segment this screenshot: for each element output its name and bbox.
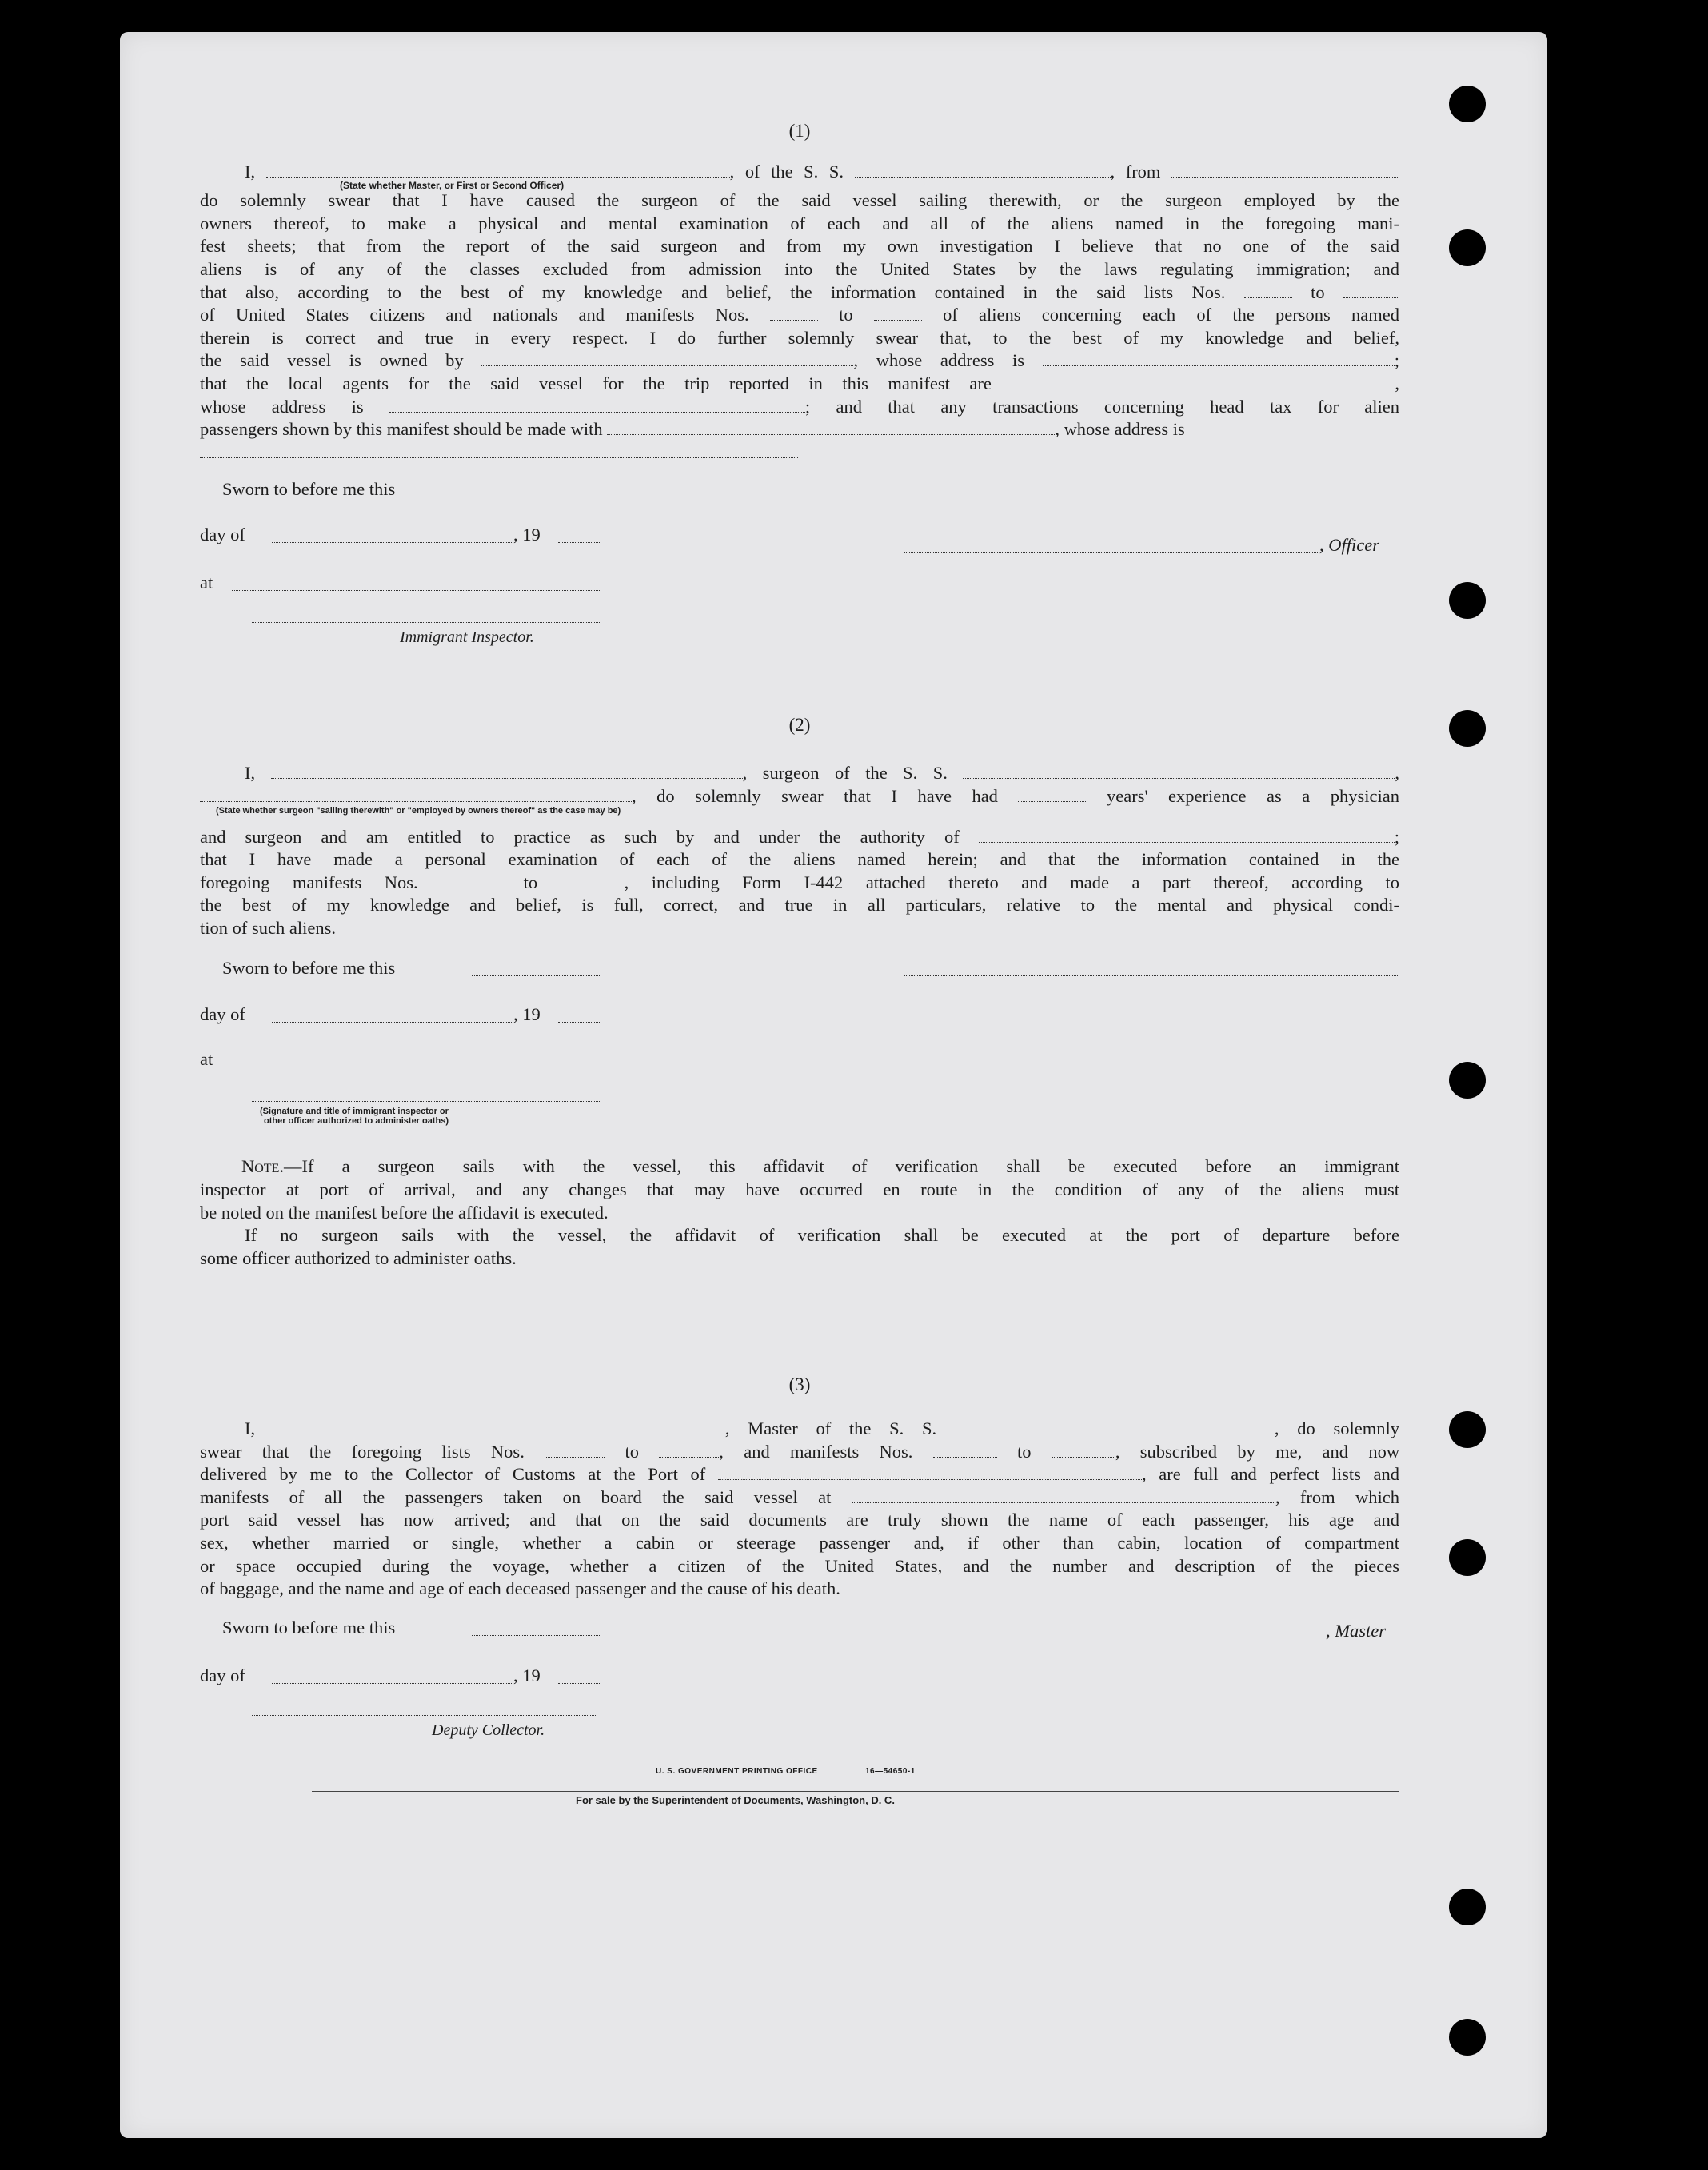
sworn-day-blank-2[interactable]: [472, 975, 600, 976]
section-3-line: sex, whether married or single, whether a cabin or steerage passenger and, if other than cabin, location of compartment: [200, 1533, 1399, 1553]
punch-hole: [1449, 1411, 1486, 1448]
form-number: 16—54650-1: [865, 1766, 916, 1776]
master-name-blank[interactable]: [273, 1419, 725, 1434]
note-line: Note.—If a surgeon sails with the vessel, this affidavit of verification shall be executed before an immigrant: [241, 1156, 1399, 1177]
day-of-blank-1[interactable]: [272, 542, 512, 543]
punch-hole: [1449, 1062, 1486, 1099]
section-3-line: delivered by me to the Collector of Customs at the Port of , are full and perfect lists and: [200, 1464, 1399, 1485]
section-3-line: swear that the foregoing lists Nos. to , and manifests Nos. to , subscribed by me, and now: [200, 1441, 1400, 1462]
section-1-line: fest sheets; that from the report of the said surgeon and from my own investigation I believe that no one of the said: [200, 236, 1399, 257]
punch-hole: [1449, 582, 1486, 619]
years-experience-blank[interactable]: [1018, 787, 1086, 802]
year-label-2: , 19: [513, 1004, 541, 1025]
boarding-port-blank[interactable]: [852, 1488, 1275, 1503]
section-2-line: and surgeon and am entitled to practice as such by and under the authority of ;: [200, 826, 1400, 847]
surgeon-ship-blank[interactable]: [963, 764, 1395, 779]
section-3-line: or space occupied during the voyage, whether a citizen of the United States, and the number and description of the pieces: [200, 1555, 1399, 1576]
day-of-blank-2[interactable]: [272, 1022, 512, 1023]
section-3-intro: I, , Master of the S. S. , do solemnly: [245, 1418, 1400, 1439]
section-2-line: foregoing manifests Nos. to , including Form I-442 attached thereto and made a part thereof, according to: [200, 872, 1400, 892]
deputy-collector-label: Deputy Collector.: [432, 1721, 545, 1739]
day-of-blank-3[interactable]: [272, 1683, 512, 1684]
section-1-line: whose address is ; and that any transactions concerning head tax for alien: [200, 396, 1400, 417]
immigrant-inspector-label: Immigrant Inspector.: [400, 628, 534, 646]
section-2-line: , do solemnly swear that I have had years' experience as a physician: [200, 785, 1399, 808]
note-line: be noted on the manifest before the affidavit is executed.: [200, 1202, 609, 1223]
master-ship-blank[interactable]: [955, 1419, 1275, 1434]
year-blank-2[interactable]: [558, 1022, 600, 1023]
note-line: If no surgeon sails with the vessel, the affidavit of verification shall be executed at the port of departure before: [245, 1225, 1399, 1246]
at-label-1: at: [200, 572, 214, 592]
at-label-2: at: [200, 1049, 214, 1070]
owner-blank[interactable]: [481, 351, 853, 366]
surgeon-manifests-from-blank[interactable]: [441, 873, 501, 888]
section-1-line: that also, according to the best of my knowledge and belief, the information contained in the said lists Nos. to: [200, 281, 1399, 305]
sig-caption-line-2: other officer authorized to administer oaths): [264, 1116, 449, 1127]
inspector-signature-line[interactable]: [252, 622, 600, 623]
punch-hole: [1449, 229, 1486, 266]
lists-to-blank[interactable]: [1343, 283, 1399, 298]
section-3-line: of baggage, and the name and age of each deceased passenger and the cause of his death.: [200, 1578, 840, 1599]
at-blank-1[interactable]: [232, 590, 600, 591]
punch-hole: [1449, 1889, 1486, 1925]
form-content: [200, 116, 1399, 1809]
section-2-intro: I, , surgeon of the S. S. ,: [245, 763, 1399, 784]
section-1-line: owners thereof, to make a physical and mental examination of each and all of the aliens named in the foregoing mani-: [200, 213, 1399, 233]
section-1-line: the said vessel is owned by , whose address is ;: [200, 350, 1400, 371]
sworn-label-3: Sworn to before me this: [222, 1617, 396, 1637]
section-1-line: of United States citizens and nationals and manifests Nos. to of aliens concerning each of the persons named: [200, 305, 1400, 325]
section-1-number: (1): [788, 121, 811, 141]
master-lists-to-blank[interactable]: [659, 1442, 719, 1458]
lists-from-blank[interactable]: [1244, 283, 1292, 298]
section-1-line: that the local agents for the said vessel for the trip reported in this manifest are ,: [200, 373, 1400, 393]
master-manifests-from-blank[interactable]: [933, 1442, 997, 1458]
section-1-line: aliens is of any of the classes excluded from admission into the United States by the laws regulating immigration; and: [200, 258, 1399, 279]
footer-rule: [312, 1791, 1399, 1792]
section-2-line: tion of such aliens.: [200, 917, 336, 938]
section-2-line: that I have made a personal examination of each of the aliens named herein; and that the information contained in the: [200, 849, 1399, 870]
authority-blank[interactable]: [979, 828, 1395, 843]
section-3-number: (3): [788, 1374, 811, 1395]
head-tax-address-blank[interactable]: [200, 443, 798, 458]
local-agents-blank[interactable]: [1011, 374, 1395, 389]
section-1-line: therein is correct and true in every respect. I do further solemnly swear that, to the best of my knowledge and belief,: [200, 327, 1399, 348]
deputy-signature-line[interactable]: [252, 1715, 596, 1716]
inspector-signature-line-2[interactable]: [252, 1101, 600, 1102]
note-line: some officer authorized to administer oaths.: [200, 1247, 517, 1268]
ship-name-blank[interactable]: [855, 162, 1111, 178]
section-2-number: (2): [788, 714, 811, 735]
sig-caption-line-1: (Signature and title of immigrant inspector or: [260, 1107, 449, 1117]
section-3-line: port said vessel has now arrived; and that on the said documents are truly shown the name of each passenger, his age and: [200, 1510, 1399, 1530]
section-1-line: do solemnly swear that I have caused the surgeon of the said vessel sailing therewith, or the surgeon employed by the: [200, 190, 1399, 211]
agent-address-blank[interactable]: [389, 397, 805, 413]
punch-hole: [1449, 710, 1486, 747]
surgeon-name-blank[interactable]: [271, 764, 743, 779]
master-title-caption: (State whether Master, or First or Second Officer): [340, 180, 565, 192]
day-of-label-2: day of: [200, 1004, 245, 1025]
surgeon-signature-line[interactable]: [904, 975, 1399, 976]
year-blank-1[interactable]: [558, 542, 600, 543]
year-label-3: , 19: [513, 1665, 541, 1685]
master-lists-from-blank[interactable]: [545, 1442, 605, 1458]
owner-address-blank[interactable]: [1043, 351, 1395, 366]
master-title-blank[interactable]: [266, 162, 730, 178]
manifests-from-blank[interactable]: [770, 305, 818, 321]
officer-line[interactable]: [904, 552, 1319, 553]
punch-hole: [1449, 2019, 1486, 2056]
surgeon-manifests-to-blank[interactable]: [561, 873, 625, 888]
master-label: , Master: [1326, 1620, 1386, 1641]
section-1-intro: I, , of the S. S. , from: [200, 161, 1399, 184]
punch-hole: [1449, 86, 1486, 122]
sworn-label-1: Sworn to before me this: [222, 478, 396, 499]
sworn-day-blank-3[interactable]: [472, 1635, 600, 1636]
officer-label: , Officer: [1319, 534, 1379, 555]
departure-port-blank[interactable]: [1171, 162, 1399, 178]
surgeon-status-blank[interactable]: [200, 787, 632, 802]
master-manifests-to-blank[interactable]: [1052, 1442, 1115, 1458]
customs-port-blank[interactable]: [718, 1465, 1142, 1480]
note-label: Note.: [241, 1156, 284, 1177]
manifests-to-blank[interactable]: [874, 305, 922, 321]
day-of-label-3: day of: [200, 1665, 245, 1685]
head-tax-agent-blank[interactable]: [607, 420, 1055, 435]
section-2-line: the best of my knowledge and belief, is full, correct, and true in all particulars, relative to the mental and physical condi-: [200, 895, 1399, 915]
section-3-line: manifests of all the passengers taken on board the said vessel at , from which: [200, 1486, 1399, 1507]
day-of-label-1: day of: [200, 524, 245, 544]
punch-hole: [1449, 1539, 1486, 1576]
note-line: inspector at port of arrival, and any changes that may have occurred en route in the condition of any of the aliens must: [200, 1179, 1399, 1200]
sworn-label-2: Sworn to before me this: [222, 958, 396, 979]
for-sale-note: For sale by the Superintendent of Documents, Washington, D. C.: [576, 1793, 895, 1806]
year-blank-3[interactable]: [558, 1683, 600, 1684]
year-label-1: , 19: [513, 524, 541, 544]
section-1-line: passengers shown by this manifest should be made with , whose address is: [200, 419, 1185, 440]
surgeon-status-caption: (State whether surgeon "sailing therewith" or "employed by owners thereof" as the case may be): [216, 805, 621, 816]
printing-office-note: U. S. GOVERNMENT PRINTING OFFICE: [656, 1766, 818, 1776]
